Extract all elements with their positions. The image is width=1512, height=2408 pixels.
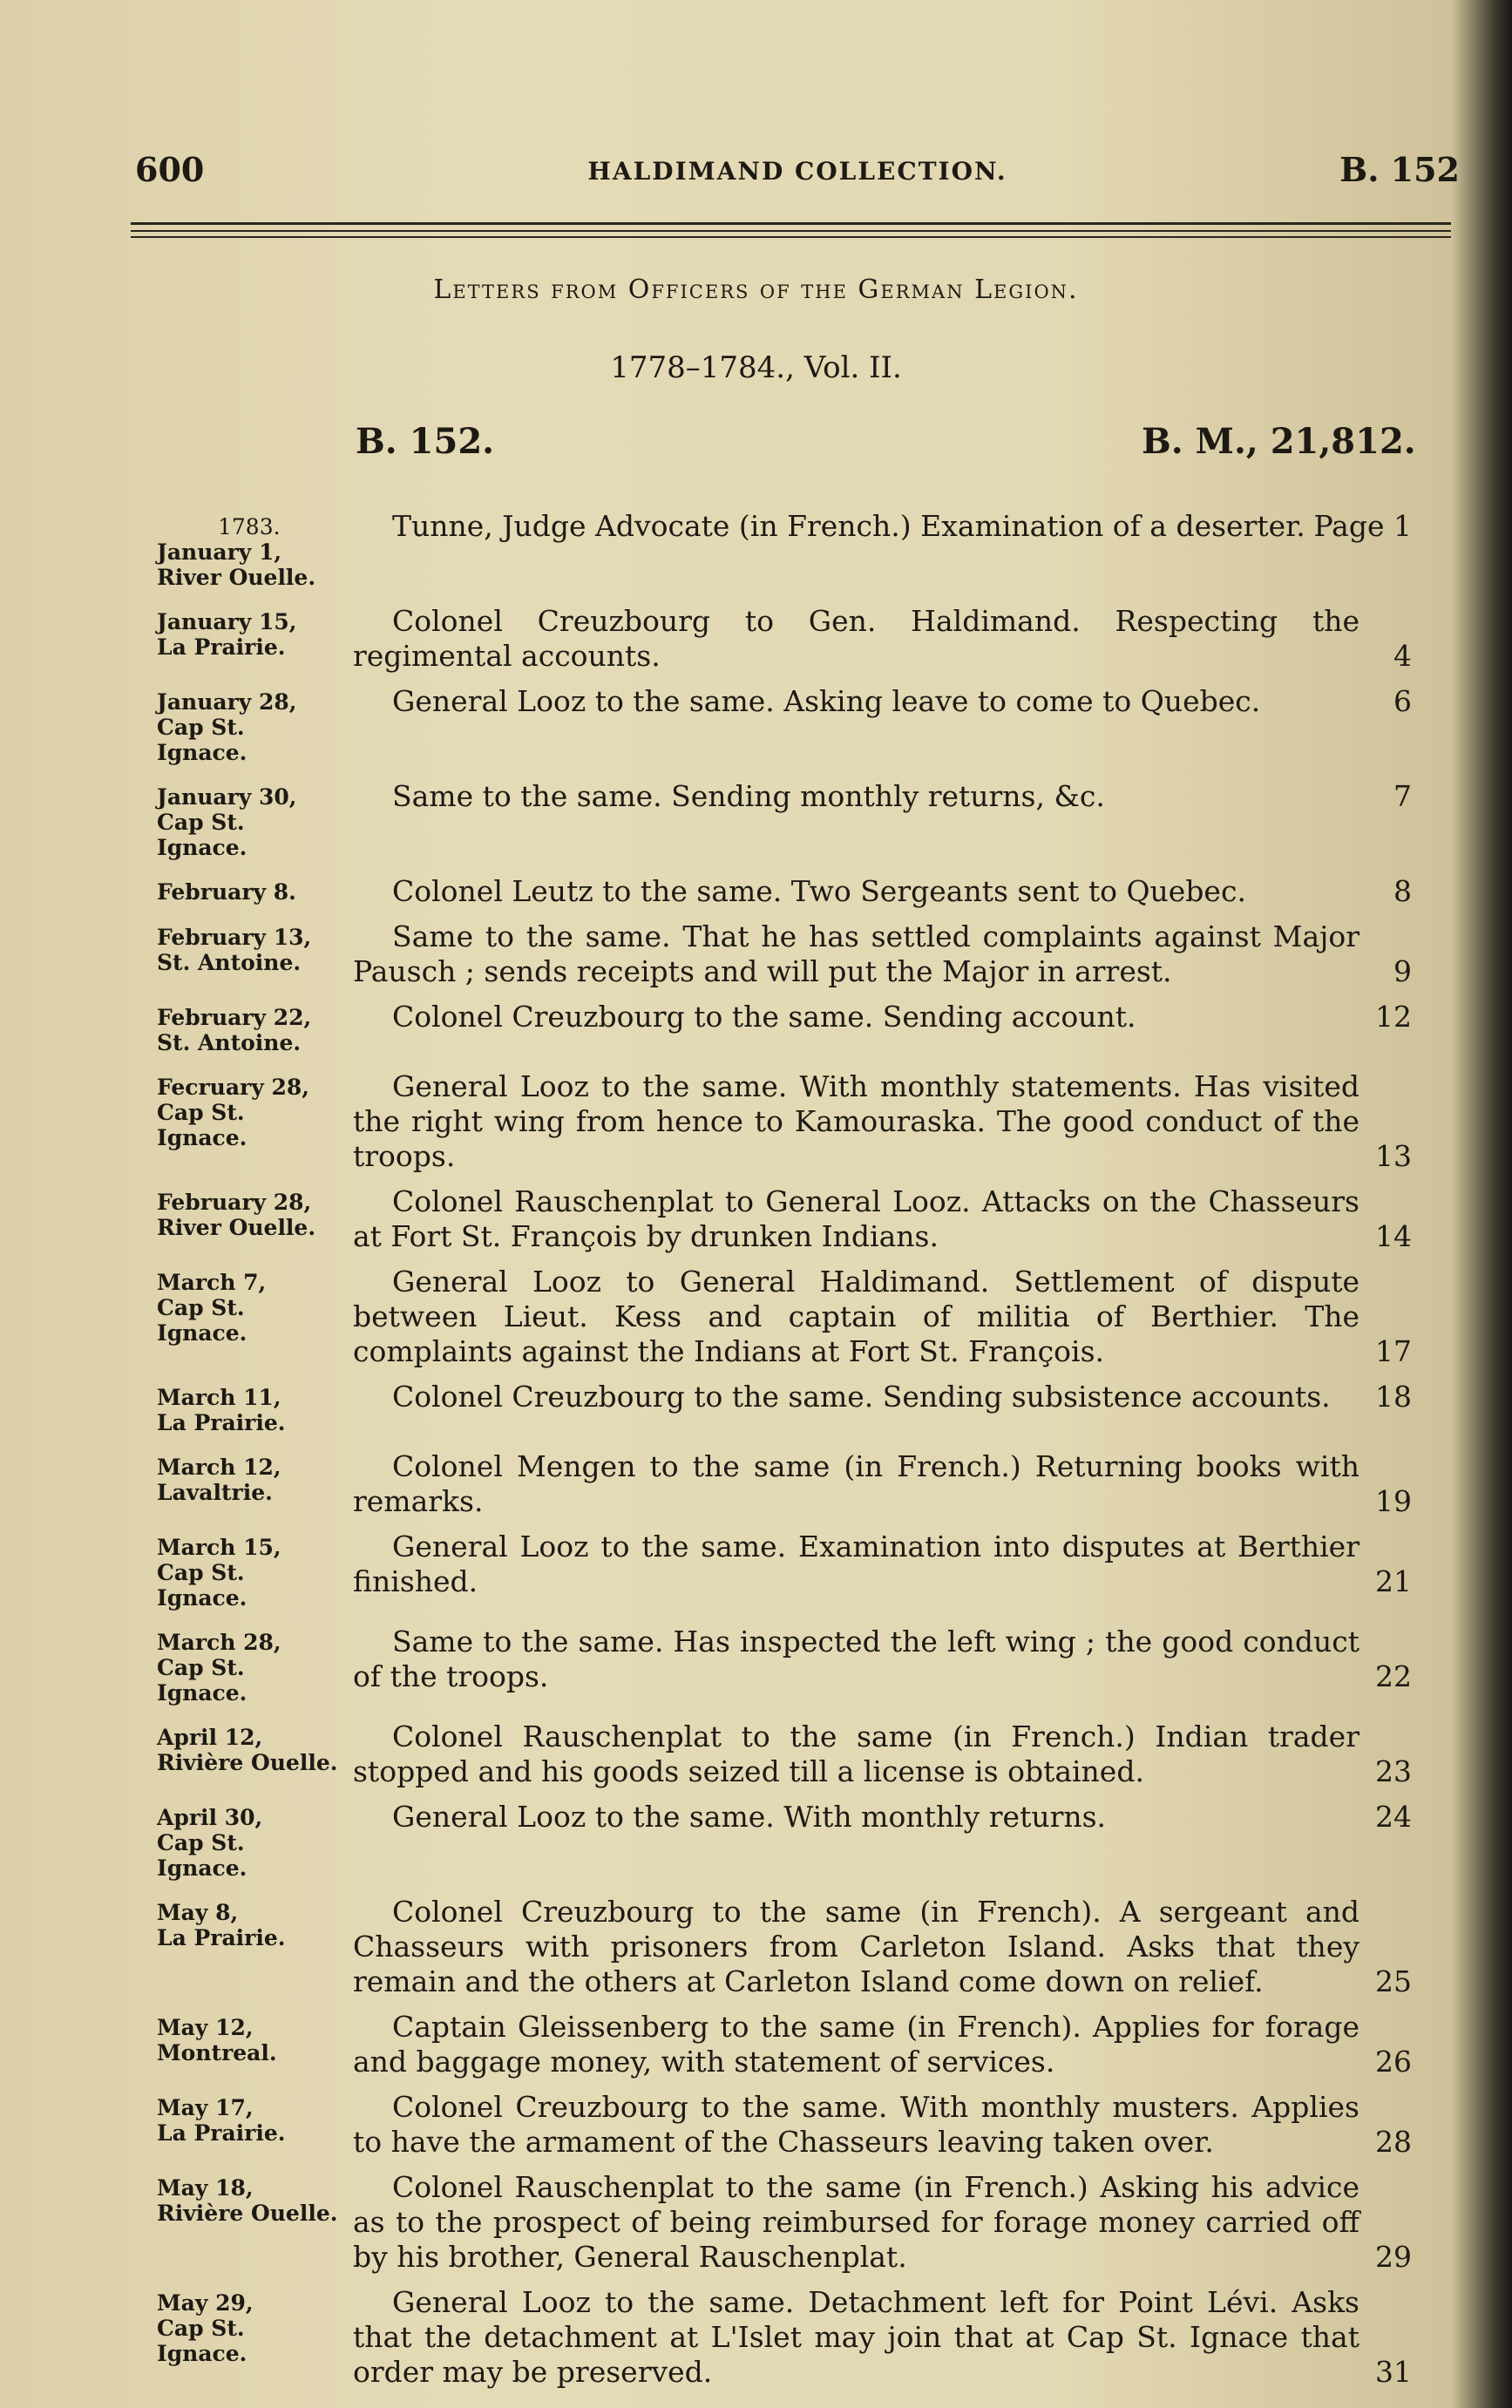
entry-date-place (157, 784, 340, 860)
entry-page-number: 24 (1375, 1800, 1412, 1834)
entry-date: April 30, (157, 1805, 263, 1830)
entry-place: Lavaltrie. (157, 1480, 273, 1505)
entry-place: Cap St. Ignace. (157, 1655, 247, 1706)
entry-description (353, 1720, 1412, 1789)
entry-page-number: Page 1 (1313, 509, 1412, 543)
page-number: 600 (135, 150, 205, 189)
entry-page-number: 14 (1375, 1219, 1412, 1253)
entry-description (353, 1895, 1412, 1999)
entry-place: La Prairie. (157, 1410, 286, 1435)
entry-text: Colonel Mengen to the same (in French.) Returning books with remarks. (353, 1449, 1359, 1518)
entry-description (353, 684, 1412, 719)
entry-place: River Ouelle. (157, 1215, 316, 1240)
entry-date-place (157, 2290, 340, 2366)
entry-description (353, 2285, 1412, 2390)
entry-date: March 15, (157, 1535, 281, 1560)
letter-entry (157, 1000, 1412, 1059)
entry-page-number: 4 (1393, 639, 1412, 673)
running-header (135, 150, 1460, 193)
letter-entry (157, 779, 1412, 864)
entry-page-number: 12 (1375, 1000, 1412, 1034)
letter-entry (157, 1069, 1412, 1174)
entry-date-place (157, 1535, 340, 1611)
entry-description (353, 1380, 1412, 1414)
entry-date-place (157, 1455, 340, 1505)
entry-place: La Prairie. (157, 1925, 286, 1950)
entry-page-number: 6 (1393, 684, 1412, 718)
letter-entry (157, 509, 1412, 594)
entry-page-number: 23 (1375, 1754, 1412, 1788)
entry-date-place (157, 514, 340, 590)
entry-place: Cap St. Ignace. (157, 1560, 247, 1611)
entry-date: March 11, (157, 1385, 281, 1410)
entry-place: Cap St. Ignace. (157, 1100, 247, 1150)
letter-entry (157, 1895, 1412, 1999)
entry-page-number: 18 (1375, 1380, 1412, 1414)
entry-description (353, 1000, 1412, 1034)
entry-date: May 29, (157, 2290, 254, 2316)
letter-entry (157, 919, 1412, 989)
entry-description (353, 1069, 1412, 1174)
entry-text: Captain Gleissenberg to the same (in French). Applies for forage and baggage money, with statement of services. (353, 2010, 1359, 2079)
entry-text: General Looz to the same. With monthly statements. Has visited the right wing from hence to Kamouraska. The good conduct of the troops. (353, 1069, 1359, 1173)
entry-date-place (157, 1005, 340, 1055)
header-rule-thick (131, 222, 1451, 225)
entry-date-place (157, 2015, 340, 2065)
reference-left: B. 152. (356, 421, 495, 462)
entry-description (353, 2010, 1412, 2079)
entry-page-number: 26 (1375, 2045, 1412, 2079)
entry-page-number: 9 (1393, 954, 1412, 988)
letter-entry (157, 874, 1412, 909)
entry-description (353, 1625, 1412, 1694)
letter-entry (157, 1380, 1412, 1439)
entry-place: St. Antoine. (157, 1030, 302, 1055)
entry-date-place (157, 879, 340, 905)
entry-description (353, 604, 1412, 674)
entry-date-place (157, 1270, 340, 1346)
entry-place: Rivière Ouelle. (157, 1750, 338, 1775)
entry-text: General Looz to the same. Detachment left for Point Lévi. Asks that the detachment at L'Islet may join that at Cap St. Ignace that order may be preserved. (353, 2285, 1359, 2389)
entry-text: Colonel Creuzbourg to the same. Sending account. (392, 1000, 1136, 1034)
entry-year: 1783. (218, 514, 281, 539)
entry-date: January 15, (157, 609, 297, 634)
entry-text: Same to the same. That he has settled complaints against Major Pausch ; sends receipts and will put the Major in arrest. (353, 919, 1359, 988)
entry-date: February 22, (157, 1005, 312, 1030)
entry-date-place (157, 925, 340, 975)
entry-place: Cap St. Ignace. (157, 1830, 247, 1881)
entry-place: Cap St. Ignace. (157, 2316, 247, 2366)
entry-date-place (157, 2175, 340, 2226)
section-code: B. 152 (1339, 150, 1460, 189)
letter-entry (157, 2170, 1412, 2275)
volume-line: 1778–1784., Vol. II. (610, 350, 902, 385)
letter-entry (157, 1184, 1412, 1254)
entry-place: Rivière Ouelle. (157, 2201, 338, 2226)
entry-place: River Ouelle. (157, 565, 316, 590)
entry-page-number: 31 (1375, 2355, 1412, 2389)
entry-text: Colonel Creuzbourg to the same. With monthly musters. Applies to have the armament of the Chasseurs leaving taken over. (353, 2090, 1359, 2159)
entry-description (353, 919, 1412, 989)
entry-date-place (157, 1190, 340, 1240)
letter-entry (157, 1530, 1412, 1614)
letter-list (157, 484, 1412, 2400)
entry-place: La Prairie. (157, 2120, 286, 2146)
entry-place: St. Antoine. (157, 950, 302, 975)
letter-entry (157, 604, 1412, 674)
entry-text: Colonel Creuzbourg to the same (in French). A sergeant and Chasseurs with prisoners from Carleton Island. Asks that they remain and the others at Carleton Island come down on relief. (353, 1895, 1359, 1998)
letter-entry (157, 1625, 1412, 1709)
entry-page-number: 28 (1375, 2125, 1412, 2159)
entry-date-place (157, 609, 340, 660)
letter-entry (157, 1720, 1412, 1789)
letter-entry (157, 1800, 1412, 1884)
entry-text: Colonel Creuzbourg to Gen. Haldimand. Respecting the regimental accounts. (353, 604, 1359, 673)
entry-date-place (157, 2095, 340, 2146)
letter-entry (157, 1449, 1412, 1519)
entry-text: General Looz to the same. Asking leave to come to Quebec. (392, 684, 1261, 718)
entry-text: General Looz to the same. Examination into disputes at Berthier finished. (353, 1530, 1359, 1598)
entry-description (353, 1530, 1412, 1599)
entry-date: March 12, (157, 1455, 281, 1480)
entry-date: January 30, (157, 784, 297, 810)
entry-date-place (157, 689, 340, 765)
entry-text: Colonel Rauschenplat to the same (in French.) Asking his advice as to the prospect of being reimbursed for forage money carried off by his brother, General Rauschenplat. (353, 2170, 1359, 2274)
entry-description (353, 1184, 1412, 1254)
entry-description (353, 874, 1412, 909)
entry-date: February 13, (157, 925, 312, 950)
entry-page-number: 17 (1375, 1334, 1412, 1368)
entry-date: May 8, (157, 1900, 239, 1925)
entry-date-place (157, 1630, 340, 1706)
entry-page-number: 7 (1393, 779, 1412, 813)
entry-page-number: 22 (1375, 1659, 1412, 1693)
entry-place: Montreal. (157, 2040, 277, 2065)
entry-date: May 18, (157, 2175, 254, 2201)
letter-entry (157, 684, 1412, 769)
entry-date: May 12, (157, 2015, 254, 2040)
entry-page-number: 13 (1375, 1139, 1412, 1173)
entry-place: Cap St. Ignace. (157, 1295, 247, 1346)
entry-date: March 28, (157, 1630, 281, 1655)
header-rule-thin (131, 230, 1451, 232)
entry-date: January 28, (157, 689, 297, 715)
entry-place: Cap St. Ignace. (157, 715, 247, 765)
collection-title: HALDIMAND COLLECTION. (587, 157, 1007, 186)
entry-text: Colonel Rauschenplat to the same (in French.) Indian trader stopped and his goods seized till a license is obtained. (353, 1720, 1359, 1788)
reference-right: B. M., 21,812. (1142, 421, 1416, 462)
letter-entry (157, 1265, 1412, 1369)
entry-date: February 8. (157, 879, 296, 905)
entry-description (353, 1449, 1412, 1519)
entry-text: Colonel Leutz to the same. Two Sergeants sent to Quebec. (392, 874, 1246, 908)
entry-text: Colonel Creuzbourg to the same. Sending subsistence accounts. (392, 1380, 1331, 1414)
entry-page-number: 29 (1375, 2240, 1412, 2274)
entry-text: Same to the same. Has inspected the left wing ; the good conduct of the troops. (353, 1625, 1359, 1693)
entry-date: February 28, (157, 1190, 312, 1215)
entry-date: March 7, (157, 1270, 267, 1295)
entry-place: La Prairie. (157, 634, 286, 660)
entry-page-number: 25 (1375, 1964, 1412, 1998)
entry-page-number: 19 (1375, 1484, 1412, 1518)
entry-date: April 12, (157, 1725, 263, 1750)
letter-entry (157, 2090, 1412, 2160)
entry-date-place (157, 1805, 340, 1881)
entry-date: May 17, (157, 2095, 254, 2120)
entry-place: Cap St. Ignace. (157, 810, 247, 860)
entry-date: Fecruary 28, (157, 1075, 309, 1100)
header-rule-thin-2 (131, 236, 1451, 238)
entry-date-place (157, 1385, 340, 1435)
entry-text: Colonel Rauschenplat to General Looz. Attacks on the Chasseurs at Fort St. François by drunken Indians. (353, 1184, 1359, 1253)
entry-description (353, 1800, 1412, 1835)
entry-date-place (157, 1075, 340, 1150)
entry-description (353, 509, 1412, 544)
letter-entry (157, 2285, 1412, 2390)
entry-description (353, 2090, 1412, 2160)
entry-text: Tunne, Judge Advocate (in French.) Examination of a deserter. (392, 509, 1305, 543)
entry-date: January 1, (157, 539, 282, 565)
entry-description (353, 779, 1412, 814)
entry-page-number: 8 (1393, 874, 1412, 908)
entry-page-number: 21 (1375, 1564, 1412, 1598)
entry-date-place (157, 1725, 340, 1775)
document-subtitle: Letters from Officers of the German Legion. (433, 275, 1079, 305)
entry-text: General Looz to the same. With monthly returns. (392, 1800, 1107, 1834)
entry-description (353, 1265, 1412, 1369)
entry-description (353, 2170, 1412, 2275)
letter-entry (157, 2010, 1412, 2079)
entry-text: Same to the same. Sending monthly returns, &c. (392, 779, 1105, 813)
entry-text: General Looz to General Haldimand. Settlement of dispute between Lieut. Kess and captain of militia of Berthier. The complaints against the Indians at Fort St. François. (353, 1265, 1359, 1368)
entry-date-place (157, 1900, 340, 1950)
